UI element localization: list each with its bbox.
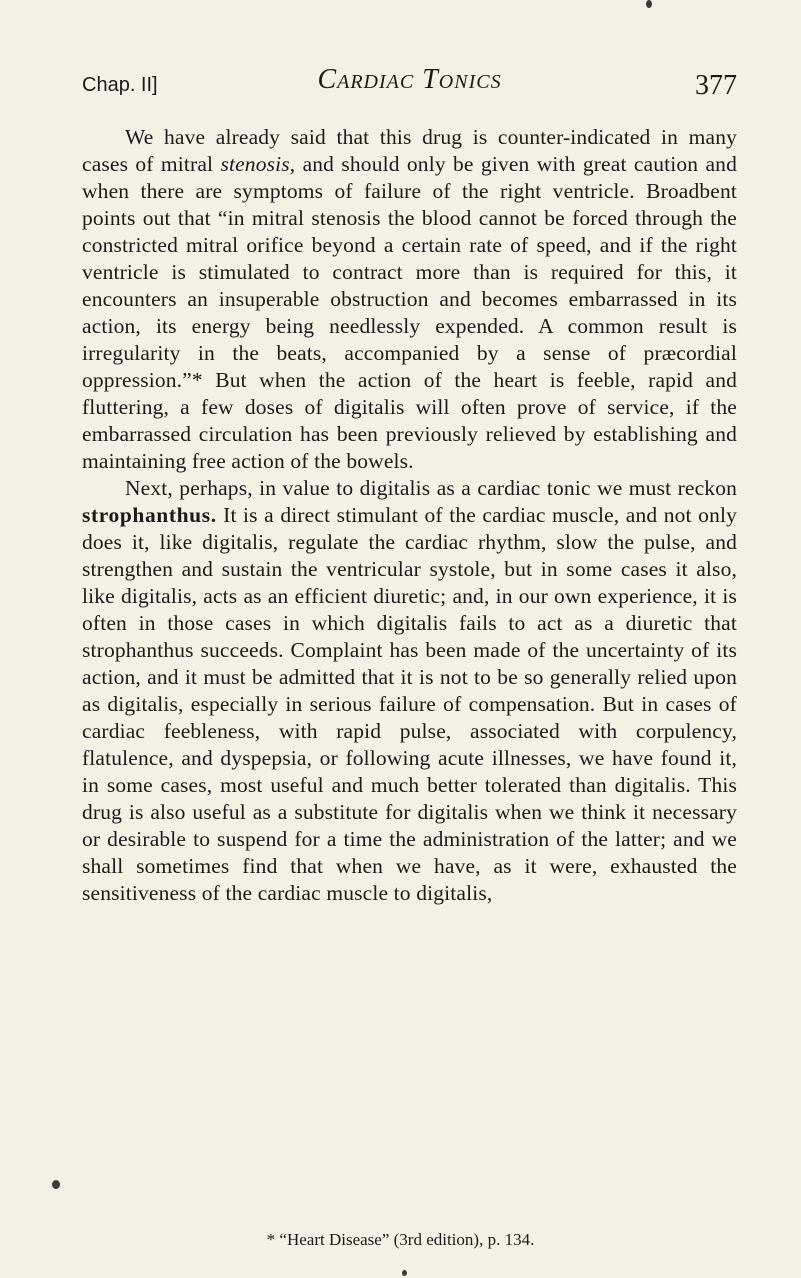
- term-strophanthus: strophanthus.: [82, 503, 217, 527]
- page-header: [82, 64, 737, 104]
- paragraph-1: [82, 124, 737, 475]
- ink-spot-top: [646, 0, 652, 8]
- paragraph-2: [82, 475, 737, 907]
- page-number: 377: [695, 70, 737, 101]
- term-stenosis: stenosis: [220, 152, 290, 176]
- paragraph-2-segment-1: Next, perhaps, in value to digitalis as a cardiac tonic we must reckon: [125, 476, 737, 500]
- ink-spot-left: [52, 1180, 60, 1189]
- ink-spot-bottom: [402, 1270, 407, 1276]
- paragraph-1-segment-3: , and should only be given with great caution and when there are symptoms of failure of the right ventricle. Broadbent points out that “in mitral stenosis the blood cannot be forced through the constricted mitral orifice beyond a certain rate of speed, and if the right ventricle is stimulated to contract more than is required for this, it encounters an insuperable obstruction and becomes embarrassed in its action, its energy being needlessly expended. A common result is irregularity in the beats, accompanied by a sense of præcordial oppression.”* But when the action of the heart is feeble, rapid and fluttering, a few doses of digitalis will often prove of service, if the embarrassed circulation has been previously relieved by establishing and maintaining free action of the bowels.: [82, 152, 737, 473]
- paragraph-1-segment-1: We have already said that this drug is counter-indicated in many cases of mitral: [82, 125, 737, 176]
- running-title: Cardiac Tonics: [317, 64, 502, 95]
- footnote: * “Heart Disease” (3rd edition), p. 134.: [266, 1230, 535, 1249]
- body-text: [82, 124, 737, 907]
- chapter-label: Chap. II]: [82, 74, 158, 96]
- paragraph-2-segment-3: It is a direct stimulant of the cardiac muscle, and not only does it, like digitalis, regulate the cardiac rhythm, slow the pulse, and strengthen and sustain the ventricular systole, but in some cases it also, like digitalis, acts as an efficient diuretic; and, in our own experience, it is often in those cases in which digitalis fails to act as a diuretic that strophanthus succeeds. Complaint has been made of the uncertainty of its action, and it must be admitted that it is not to be so generally relied upon as digitalis, especially in serious failure of compensation. But in cases of cardiac feebleness, with rapid pulse, associated with corpulency, flatulence, and dyspepsia, or following acute illnesses, we have found it, in some cases, most useful and much better tolerated than digitalis. This drug is also useful as a substitute for digitalis when we think it necessary or desirable to suspend for a time the administration of the latter; and we shall sometimes find that when we have, as it were, exhausted the sensitiveness of the cardiac muscle to digitalis,: [82, 503, 737, 905]
